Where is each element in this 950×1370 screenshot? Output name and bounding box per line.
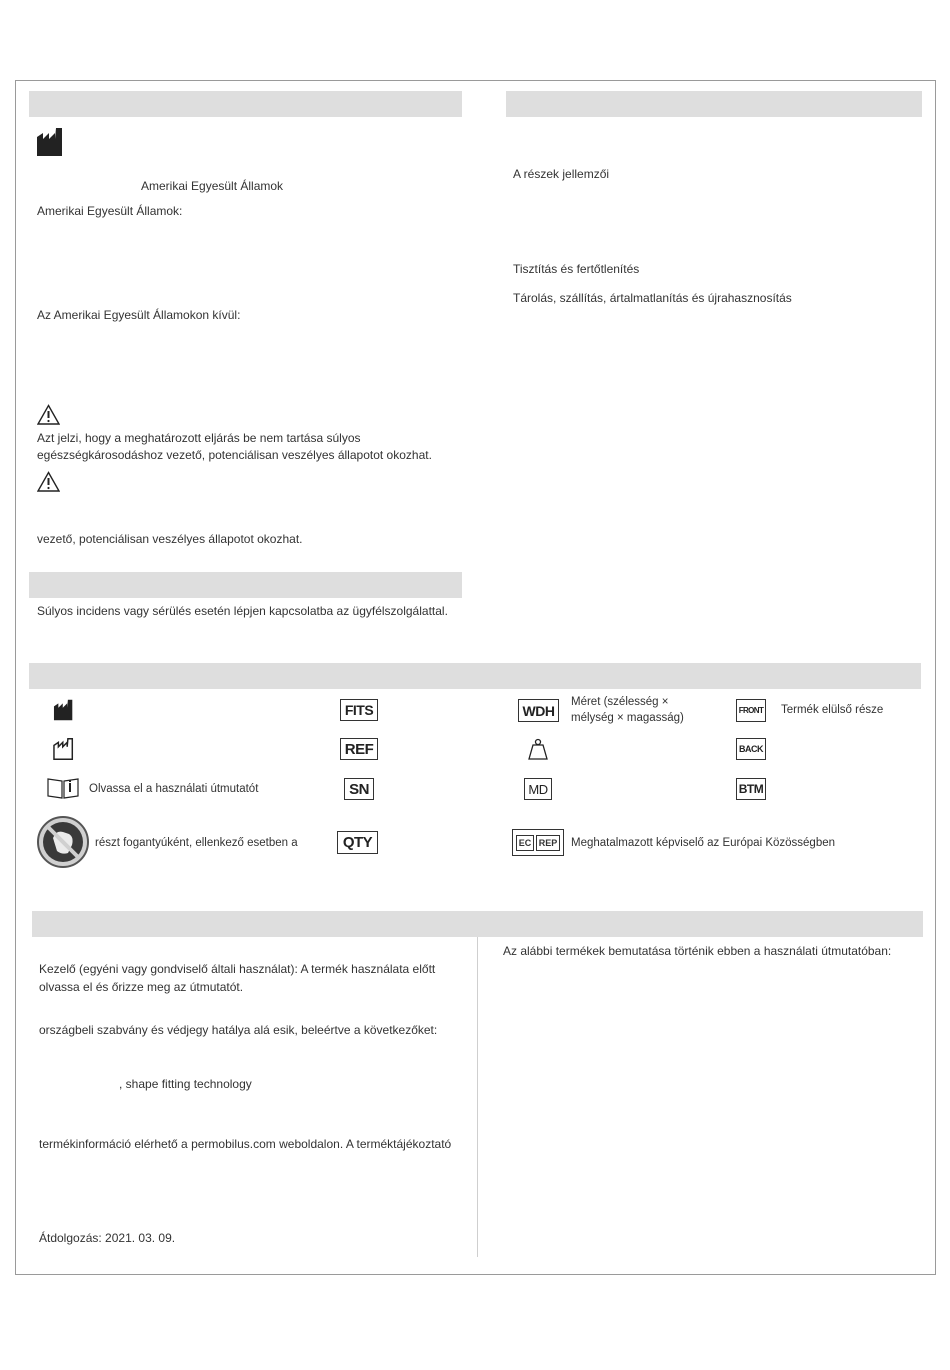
cleaning-text: Tisztítás és fertőtlenítés (513, 262, 640, 276)
warning-icon (37, 471, 60, 492)
incident-text: Súlyos incidens vagy sérülés esetén lépjen kapcsolatba az ügyfélszolgálattal. (37, 604, 448, 618)
manual-label: Olvassa el a használati útmutatót (89, 783, 259, 795)
qty-symbol: QTY (337, 831, 378, 854)
product-info-text: termékinformáció elérhető a permobilus.com weboldalon. A terméktájékoztató (39, 1137, 452, 1151)
operator-line1: Kezelő (egyéni vagy gondviselő általi használat): A termék használata előtt (39, 962, 436, 976)
bottom-divider (477, 937, 478, 1257)
manufacturer-icon (53, 699, 74, 721)
ec-code: EC (516, 835, 535, 851)
btm-symbol: BTM (736, 778, 766, 800)
instructions-manual-icon (47, 777, 79, 799)
manufacturer-country: Amerikai Egyesült Államok (141, 179, 284, 193)
warning-text-tail: vezető, potenciálisan veszélyes állapotot okozhat. (37, 532, 303, 546)
shape-fitting-text: , shape fitting technology (119, 1077, 252, 1091)
front-symbol: FRONT (736, 699, 766, 722)
warning-text-line2: egészségkárosodáshoz vezető, potenciálisan veszélyes állapotot okozhat. (37, 448, 432, 462)
parts-features: A részek jellemzői (513, 167, 610, 181)
products-intro: Az alábbi termékek bemutatása történik ebben a használati útmutatóban: (503, 944, 892, 958)
manufacture-date-icon (53, 738, 74, 760)
storage-text: Tárolás, szállítás, ártalmatlanítás és újrahasznosítás (513, 291, 792, 305)
back-symbol: BACK (736, 738, 766, 760)
section-header-right (506, 91, 922, 117)
wdh-symbol: WDH (518, 699, 559, 722)
md-symbol: MD (524, 778, 552, 800)
section-header-incident (29, 572, 462, 598)
sn-symbol: SN (344, 778, 374, 800)
section-header-bottom (32, 911, 923, 937)
ec-rep-label: Meghatalmazott képviselő az Európai Közösségben (571, 837, 836, 849)
ref-symbol: REF (340, 738, 378, 760)
manufacturer-icon (36, 127, 64, 157)
handle-label: részt fogantyúként, ellenkező esetben a (95, 837, 298, 849)
warning-icon (37, 404, 60, 425)
wdh-label-line2: mélység × magasság) (571, 712, 684, 724)
rep-code: REP (536, 835, 561, 851)
outside-us-label: Az Amerikai Egyesült Államokon kívül: (37, 308, 241, 322)
ec-rep-symbol (512, 829, 564, 856)
weight-icon (524, 737, 552, 761)
section-header-symbols (29, 663, 921, 689)
section-header-left (29, 91, 462, 117)
fits-symbol: FITS (340, 699, 378, 721)
us-label: Amerikai Egyesült Államok: (37, 204, 183, 218)
operator-line2: olvassa el és őrizze meg az útmutatót. (39, 980, 244, 994)
front-label: Termék elülső része (781, 704, 884, 716)
standards-text: országbeli szabvány és védjegy hatálya alá esik, beleértve a következőket: (39, 1023, 438, 1037)
wdh-label-line1: Méret (szélesség × (571, 696, 669, 708)
revision-date: Átdolgozás: 2021. 03. 09. (39, 1231, 176, 1245)
no-handle-icon (36, 815, 90, 869)
warning-text-line1: Azt jelzi, hogy a meghatározott eljárás be nem tartása súlyos (37, 431, 361, 445)
